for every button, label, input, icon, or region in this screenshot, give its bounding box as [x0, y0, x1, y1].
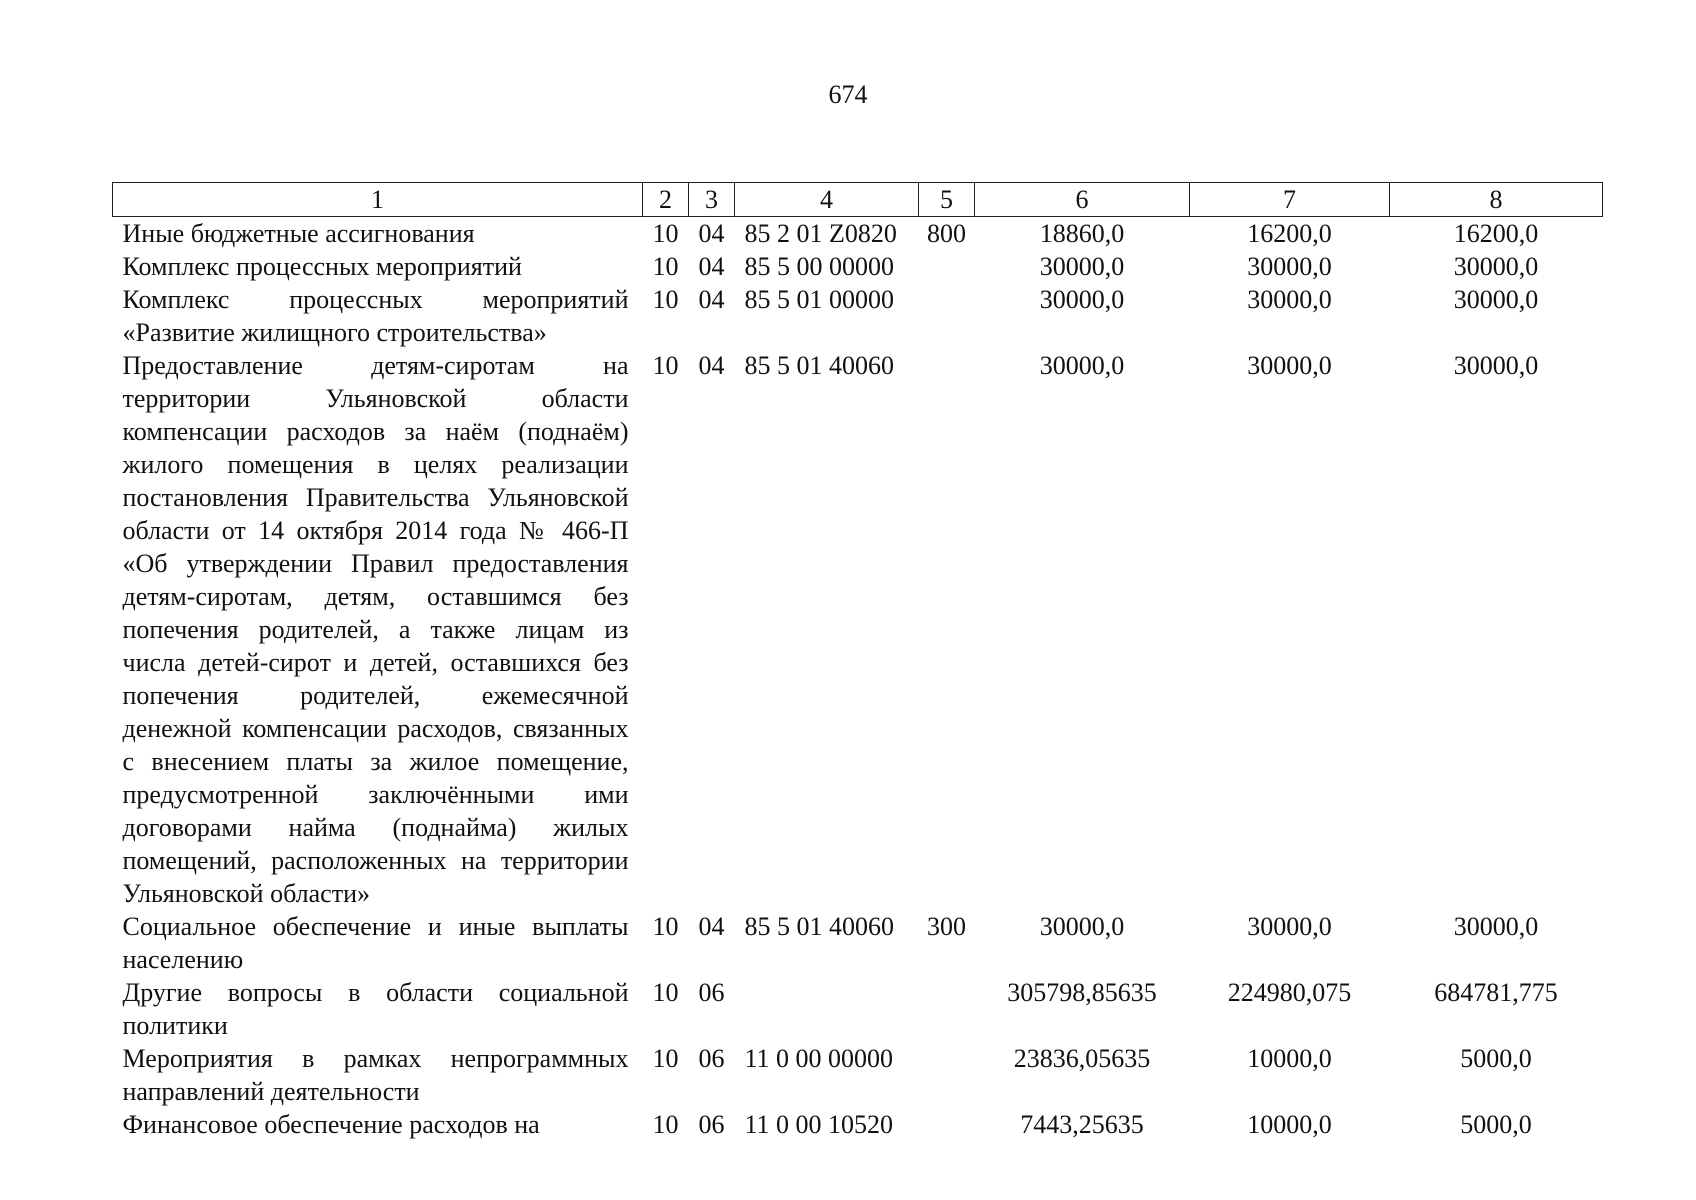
- row-subsection-code: 04: [698, 219, 725, 248]
- row-amount-col6: 305798,85635: [1007, 978, 1157, 1007]
- row-expense-type-code: [919, 1042, 975, 1108]
- row-amount-col6: 30000,0: [1039, 285, 1125, 314]
- row-name: Предоставление детям-сиротам на территории Ульяновской области компенсации расходов за наём (поднаём) жилого помещения в целях реализации постановления Правительства Ульяновской области от 14 октября 2014 года № 466-П «Об утверждении Правил предоставления детям-сиротам, детям, оставшимся без попечения родителей, а также лицам из числа детей-сирот и детей, оставшихся без попечения родителей, ежемесячной денежной компенсации расходов, связанных с внесением платы за жилое помещение, предусмотренной заключёнными ими договорами найма (поднайма) жилых помещений, расположенных на территории Ульяновской области»: [122, 351, 629, 908]
- row-target-code: 85 5 01 40060: [744, 351, 894, 380]
- row-amount-col6: 23836,05635: [1013, 1044, 1151, 1073]
- table-row: [113, 1108, 1603, 1141]
- row-amount-col8: 5000,0: [1460, 1044, 1532, 1073]
- row-section-code: 10: [652, 1044, 679, 1073]
- budget-table: [112, 182, 1603, 1141]
- row-name: Мероприятия в рамках непрограммных направлений деятельности: [122, 1044, 629, 1106]
- table-row: [113, 910, 1603, 976]
- row-section-code: 10: [652, 978, 679, 1007]
- row-amount-col7: 30000,0: [1247, 252, 1332, 281]
- row-amount-col8: 16200,0: [1453, 219, 1539, 248]
- row-name: Другие вопросы в области социальной политики: [122, 978, 629, 1040]
- row-name: Социальное обеспечение и иные выплаты населению: [122, 912, 629, 974]
- row-section-code: 10: [652, 912, 679, 941]
- row-amount-col7: 10000,0: [1247, 1110, 1332, 1139]
- table-body: [113, 217, 1603, 1142]
- page-number: 674: [828, 80, 868, 109]
- row-section-code: 10: [652, 1110, 679, 1139]
- row-target-code: 85 5 01 00000: [744, 285, 894, 314]
- row-expense-type-code: [919, 349, 975, 910]
- table-row: [113, 283, 1603, 349]
- column-header-3: 3: [689, 183, 735, 217]
- row-section-code: 10: [652, 219, 679, 248]
- row-subsection-code: 04: [698, 351, 725, 380]
- row-amount-col8: 684781,775: [1434, 978, 1558, 1007]
- row-subsection-code: 06: [698, 1110, 725, 1139]
- row-expense-type-code: [919, 283, 975, 349]
- row-amount-col8: 30000,0: [1453, 285, 1539, 314]
- row-subsection-code: 04: [698, 912, 725, 941]
- row-target-code: [735, 976, 919, 1042]
- row-amount-col6: 30000,0: [1039, 252, 1125, 281]
- row-amount-col8: 30000,0: [1453, 912, 1539, 941]
- table-row: [113, 217, 1603, 251]
- row-amount-col8: 5000,0: [1460, 1110, 1532, 1139]
- row-target-code: 11 0 00 00000: [744, 1044, 894, 1073]
- header-row: [113, 183, 1603, 217]
- row-expense-type-code: 300: [927, 912, 966, 941]
- row-amount-col8: 30000,0: [1453, 351, 1539, 380]
- row-target-code: 85 5 00 00000: [744, 252, 894, 281]
- row-expense-type-code: [919, 250, 975, 283]
- row-expense-type-code: 800: [927, 219, 966, 248]
- row-amount-col7: 10000,0: [1247, 1044, 1332, 1073]
- row-name: Комплекс процессных мероприятий: [122, 252, 522, 281]
- row-subsection-code: 04: [698, 252, 725, 281]
- table-row: [113, 1042, 1603, 1108]
- row-amount-col6: 7443,25635: [1020, 1110, 1144, 1139]
- row-amount-col7: 224980,075: [1227, 978, 1352, 1007]
- row-expense-type-code: [919, 1108, 975, 1141]
- row-section-code: 10: [652, 252, 679, 281]
- row-amount-col7: 16200,0: [1247, 219, 1332, 248]
- row-amount-col7: 30000,0: [1247, 285, 1332, 314]
- row-amount-col6: 18860,0: [1039, 219, 1125, 248]
- row-section-code: 10: [652, 351, 679, 380]
- row-subsection-code: 06: [698, 1044, 725, 1073]
- row-subsection-code: 06: [698, 978, 725, 1007]
- row-amount-col7: 30000,0: [1247, 351, 1332, 380]
- table-row: [113, 976, 1603, 1042]
- row-subsection-code: 04: [698, 285, 725, 314]
- row-name: Комплекс процессных мероприятий «Развитие жилищного строительства»: [122, 285, 629, 347]
- column-header-1: 1: [113, 183, 643, 217]
- table-row: [113, 250, 1603, 283]
- column-header-2: 2: [643, 183, 689, 217]
- table-row: [113, 349, 1603, 910]
- row-section-code: 10: [652, 285, 679, 314]
- column-header-8: 8: [1390, 183, 1603, 217]
- column-header-6: 6: [975, 183, 1190, 217]
- row-name: Иные бюджетные ассигнования: [122, 219, 475, 248]
- row-amount-col7: 30000,0: [1247, 912, 1332, 941]
- table-header: [113, 183, 1603, 217]
- row-name: Финансовое обеспечение расходов на: [122, 1110, 540, 1139]
- column-header-5: 5: [919, 183, 975, 217]
- row-expense-type-code: [919, 976, 975, 1042]
- row-target-code: 85 2 01 Z0820: [744, 219, 897, 248]
- row-amount-col6: 30000,0: [1039, 351, 1125, 380]
- column-header-4: 4: [735, 183, 919, 217]
- column-header-7: 7: [1190, 183, 1390, 217]
- row-amount-col6: 30000,0: [1039, 912, 1125, 941]
- row-target-code: 11 0 00 10520: [744, 1110, 894, 1139]
- row-amount-col8: 30000,0: [1453, 252, 1539, 281]
- row-target-code: 85 5 01 40060: [744, 912, 894, 941]
